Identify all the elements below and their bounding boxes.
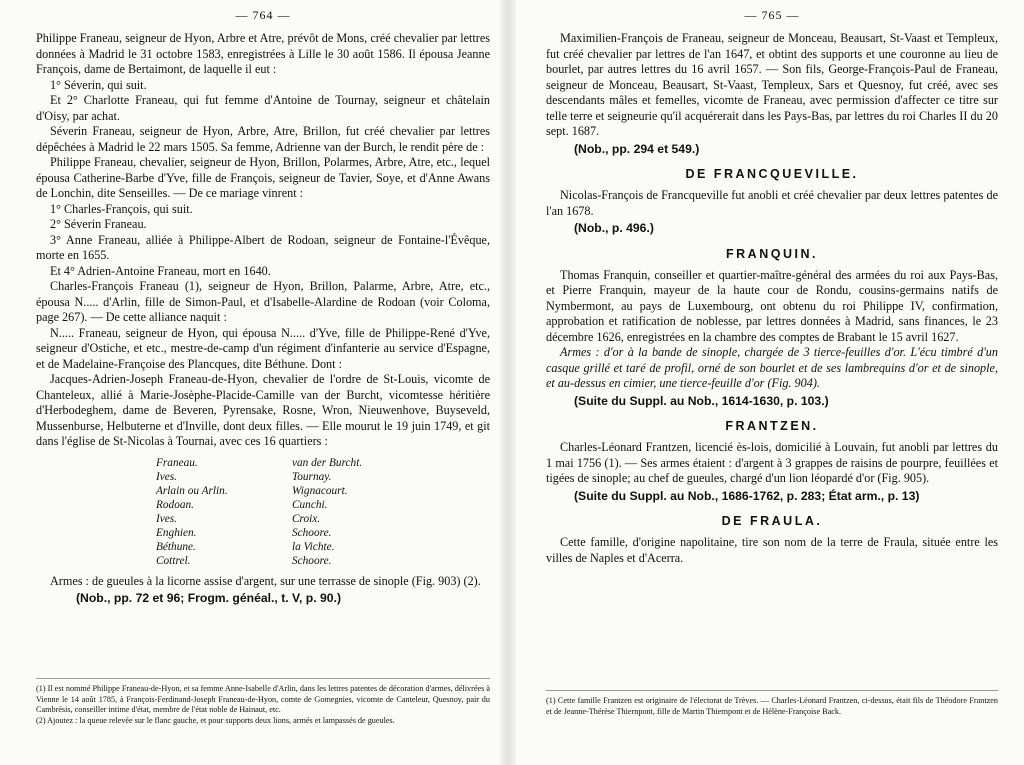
- paragraph: Séverin Franeau, seigneur de Hyon, Arbre, Atre, Brillon, fut créé chevalier par lettres dépêchées à Madrid le 22 mars 1505. Sa femme, Adrienne van der Burch, le rendit père de :: [36, 124, 490, 154]
- source-reference: (Suite du Suppl. au Nob., 1686-1762, p. 283; État arm., p. 13): [574, 488, 920, 503]
- quarter-entry: Arlain ou Arlin.: [156, 484, 228, 497]
- section-heading: DE FRAULA.: [721, 514, 823, 528]
- quarter-entry: Béthune.: [156, 540, 196, 553]
- left-page-body: [36, 31, 490, 607]
- quarter-entry: Cunchi.: [292, 498, 328, 511]
- quarter-entry: Enghien.: [156, 526, 197, 539]
- quarter-entry: Croix.: [292, 512, 321, 525]
- paragraph: Cette famille, d'origine napolitaine, tire son nom de la terre de Fraula, située entre les villes de Naples et d'Acerra.: [546, 535, 998, 565]
- section-heading: DE FRANCQUEVILLE.: [685, 167, 859, 181]
- quarter-entry: la Vichte.: [292, 540, 335, 553]
- paragraph: Charles-François Franeau (1), seigneur de Hyon, Brillon, Palarme, Arbre, Atre, etc., épousa N..... d'Arlin, fille de Simon-Paul, et d'Isabelle-Alardine de Rodoan (voir Coloma, page 267). — De cette alliance naquit :: [36, 279, 490, 324]
- footnotes: [36, 678, 490, 726]
- paragraph: 1° Charles-François, qui suit.: [50, 201, 193, 216]
- paragraph: Et 2° Charlotte Franeau, qui fut femme d'Antoine de Tournay, seigneur et châtelain d'Oisy, par achat.: [36, 93, 490, 123]
- footnote: (2) Ajoutez : la queue relevée sur le flanc gauche, et pour supports deux lions, armés et lampassés de gueules.: [36, 715, 395, 725]
- right-page-body: [546, 31, 998, 566]
- paragraph: Philippe Franeau, seigneur de Hyon, Arbre et Atre, prévôt de Mons, créé chevalier par lettres données à Madrid le 31 octobre 1583, enregistrées à Lille le 30 août 1586. Il épousa Jeanne François, dame de Bertaimont, de laquelle il eut :: [36, 31, 490, 76]
- section-heading: FRANQUIN.: [726, 246, 818, 261]
- page-number: — 765 —: [744, 8, 800, 22]
- quarter-entry: Ives.: [156, 470, 178, 483]
- footnote: (1) Cette famille Frantzen est originaire de l'électorat de Trèves. — Charles-Léonard Frantzen, ci-dessus, était fils de Théodore Frantzen et de Jeanne-Thérèse Thiernpont, fille de Martin Thiernpont et de Hélène-Françoise Back.: [546, 696, 998, 716]
- quarter-entry: Rodoan.: [156, 498, 194, 511]
- paragraph: Maximilien-François de Franeau, seigneur de Monceau, Beausart, St-Vaast et Templeux, fut créé chevalier par lettres de l'an 1647, et obtint des supports et une couronne au lieu de bourlet, par autres lettres du 16 avril 1657. — Son fils, George-François-Paul de Franeau, seigneur de Monceau, Beausart, St-Vaast, Templeux, Sars et Quesnoy, fut créé, avec ses descendants mâles et femelles, vicomte de Franeau, avec permission d'affecter ce titre sur telle terre et seigneurie qu'il acquérerait dans les Pays-Bas, par lettres du roi Charles II du 20 sept. 1687.: [546, 31, 998, 138]
- quarter-entry: Schoore.: [292, 526, 332, 539]
- page-number: — 764 —: [235, 8, 291, 22]
- left-page: [0, 0, 500, 765]
- source-reference: (Nob., pp. 294 et 549.): [574, 141, 700, 156]
- paragraph: Philippe Franeau, chevalier, seigneur de Hyon, Brillon, Polarmes, Arbre, Atre, etc., lequel épousa Catherine-Barbe d'Yve, fille de François, seigneur de Tavier, Soye, et d'Anne Awans de Lonchin, dite Senseilles. — De ce mariage vinrent :: [36, 155, 490, 200]
- quarter-entry: van der Burcht.: [292, 456, 363, 469]
- paragraph: N..... Franeau, seigneur de Hyon, qui épousa N..... d'Yve, fille de Philippe-René d'Yve, seigneur d'Ostiche, et etc., mestre-de-camp d'un régiment d'infanterie au service d'Espagne, et de Madelaine-Françoise des Plancques, dite Béthune. Dont :: [36, 325, 490, 371]
- paragraph: Jacques-Adrien-Joseph Franeau-de-Hyon, chevalier de l'ordre de St-Louis, vicomte de Chanteleux, allié à Marie-Josèphe-Placide-Camille van der Burcht, vicomtesse héritière d'Herbodeghem, dame de Beveren, Pyrensake, Rosne, Wron, Nieuwenhove, Buyseveld, Mussenburse, Helbuterne et d'Inville, dont deux filles. — Elle mourut le 19 juin 1749, et git dans l'église de St-Nicolas à Tournai, avec ces 16 quartiers :: [36, 372, 490, 448]
- footnote: (1) Il est nommé Philippe Franeau-de-Hyon, et sa femme Anne-Isabelle d'Arlin, dans les lettres patentes de décoration d'armes, délivrées à Vienne le 14 août 1785, à François-Ferdinand-Joseph Franeau-de-Hyon, comte de Gomegnies, vicomte de Canteleur, Quesnoy, pair du Cambrésis, conseiller intime d'état, membre de l'état noble de Hainaut, etc.: [36, 684, 490, 715]
- arms-description: Armes : de gueules à la licorne assise d'argent, sur une terrasse de sinople (Fig. 903) (2).: [50, 573, 481, 588]
- footnotes: [546, 690, 998, 717]
- quarter-entry: Schoore.: [292, 554, 332, 567]
- paragraph: Nicolas-François de Francqueville fut anobli et créé chevalier par deux lettres patentes de l'an 1678.: [546, 188, 998, 218]
- quarter-entry: Cottrel.: [156, 554, 191, 567]
- paragraph: Thomas Franquin, conseiller et quartier-maître-général des armées du roi aux Pays-Bas, et Pierre Franquin, mayeur de la haute cour de Rondu, cousins-germains natifs de Nymbermont, au pays de Luxembourg, ont obtenu du roi Philippe IV, confirmation, approbation et ratification de noblesse, par lettres données à Madrid, sans finances, le 23 décembre 1626, enregistrées en la chambre des comptes de Brabant le 15 avril 1627.: [546, 267, 998, 344]
- section-heading: FRANTZEN.: [725, 419, 819, 433]
- paragraph: 1° Séverin, qui suit.: [50, 77, 147, 92]
- right-page: [516, 0, 1024, 765]
- quarters-list: [156, 456, 490, 568]
- paragraph: 3° Anne Franeau, alliée à Philippe-Albert de Rodoan, seigneur de Fontaine-l'Évêque, morte en 1655.: [36, 232, 490, 262]
- book-gutter: [500, 0, 516, 765]
- paragraph: Et 4° Adrien-Antoine Franeau, mort en 1640.: [50, 263, 271, 278]
- source-reference: (Nob., p. 496.): [574, 221, 654, 235]
- paragraph: Charles-Léonard Frantzen, licencié ès-lois, domicilié à Louvain, fut anobli par lettres du 1 mai 1756 (1). — Ses armes étaient : d'argent à 3 grappes de raisins de pourpre, feuillées et tigées de sinople; au chef de gueules, chargé d'un lion léopardé d'or (Fig. 905).: [546, 440, 998, 485]
- quarter-entry: Franeau.: [156, 456, 198, 469]
- quarter-entry: Wignacourt.: [292, 484, 348, 497]
- quarter-entry: Ives.: [156, 512, 178, 525]
- source-reference: (Nob., pp. 72 et 96; Frogm. généal., t. V, p. 90.): [76, 591, 342, 605]
- quarter-entry: Tournay.: [292, 470, 332, 483]
- arms-description: Armes : d'or à la bande de sinople, chargée de 3 tierce-feuilles d'or. L'écu timbré d'un casque grillé et taré de profil, orné de son bourlet et de ses lambrequins d'or et de sinople, et au-dessus en cimier, une tierce-feuille d'or (Fig. 904).: [546, 345, 998, 390]
- paragraph: 2° Séverin Franeau.: [50, 217, 147, 231]
- source-reference: (Suite du Suppl. au Nob., 1614-1630, p. 103.): [574, 393, 829, 408]
